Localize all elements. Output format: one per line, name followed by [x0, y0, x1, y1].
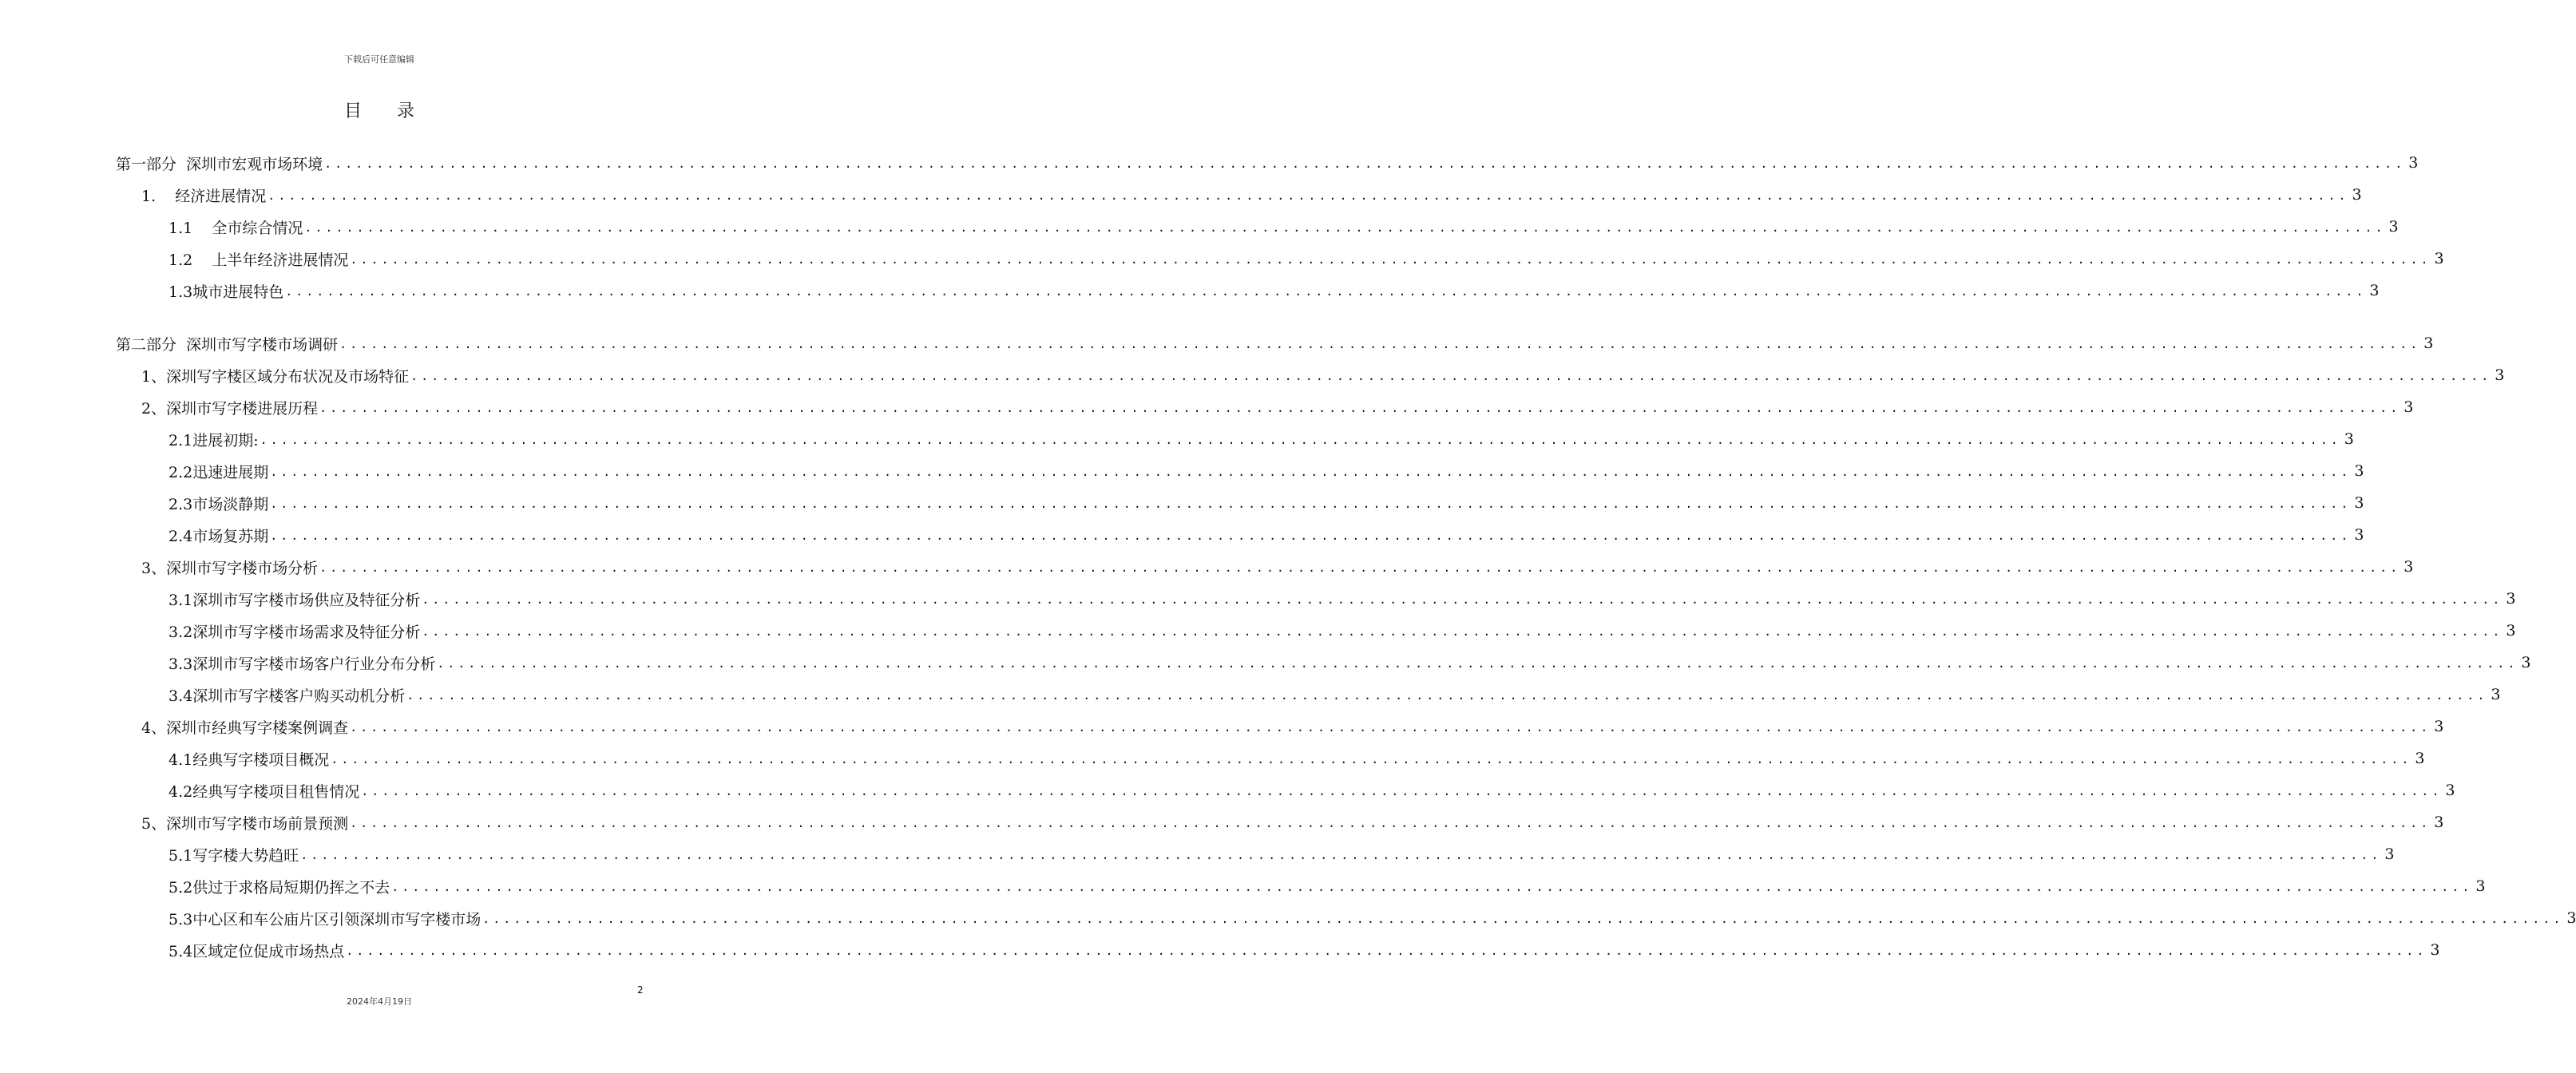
toc-entry[interactable] — [116, 934, 2440, 966]
toc-entry-label: 2.1进展初期: — [168, 429, 260, 450]
toc-entry[interactable] — [116, 679, 2501, 711]
page-footer-date: 2024年4月19日 — [347, 996, 412, 1007]
toc-entry-page: 3 — [2354, 526, 2364, 544]
toc-dot-leader: ........................................................................................................................................................................................................ — [346, 944, 2427, 958]
toc-entry-page: 3 — [2423, 335, 2434, 352]
toc-entry-page: 3 — [2430, 941, 2440, 959]
toc-entry-label: 4.1经典写字楼项目概况 — [168, 748, 331, 770]
toc-entry[interactable] — [116, 870, 2486, 902]
toc-entry[interactable] — [116, 487, 2364, 519]
toc-dot-leader: ........................................................................................................................................................................................................ — [361, 784, 2443, 798]
toc-dot-leader: ........................................................................................................................................................................................................ — [319, 560, 2401, 575]
toc-entry[interactable] — [116, 179, 2362, 211]
toc-entry-label: 3.3深圳市写字楼市场客户行业分布分析 — [168, 652, 437, 674]
toc-entry-page: 3 — [2521, 654, 2531, 671]
toc-entry[interactable] — [116, 742, 2425, 774]
toc-entry-label: 5.1写字楼大势趋旺 — [168, 844, 300, 865]
toc-entry-page: 3 — [2352, 186, 2362, 204]
toc-entry-page: 3 — [2445, 782, 2455, 799]
toc-entry-label: 1.3城市进展特色 — [168, 280, 285, 302]
toc-entry-label: 3.4深圳市写字楼客户购买动机分析 — [168, 684, 406, 706]
toc-entry-label: 5、深圳市写字楼市场前景预测 — [141, 812, 350, 833]
toc-entry-label: 2.4市场复苏期 — [168, 525, 270, 546]
toc-dot-leader: ........................................................................................................................................................................................................ — [285, 284, 2367, 299]
toc-dot-leader: ........................................................................................................................................................................................................ — [331, 752, 2412, 766]
toc-dot-leader: ........................................................................................................................................................................................................ — [300, 848, 2382, 862]
toc-dot-leader: ........................................................................................................................................................................................................ — [422, 592, 2503, 607]
toc-entry-page: 3 — [2369, 282, 2380, 299]
toc-entry-label: 第二部分 深圳市写字楼市场调研 — [116, 333, 339, 354]
toc-entry-page: 3 — [2344, 430, 2354, 448]
toc-entry-label: 3、深圳市写字楼市场分析 — [141, 556, 319, 578]
toc-dot-leader: ........................................................................................................................................................................................................ — [350, 252, 2431, 267]
toc-entry-label: 1. 经济进展情况 — [141, 184, 268, 206]
toc-entry-page: 3 — [2388, 218, 2399, 236]
toc-entry-label: 第一部分 深圳市宏观市场环境 — [116, 152, 324, 174]
toc-dot-leader: ........................................................................................................................................................................................................ — [350, 720, 2431, 734]
toc-entry-label: 4.2经典写字楼项目租售情况 — [168, 780, 361, 802]
page-header: 下载后可任意编辑 — [344, 54, 414, 65]
toc-entry[interactable] — [116, 275, 2380, 307]
toc-entry-page: 3 — [2354, 462, 2364, 480]
toc-entry[interactable] — [116, 711, 2444, 742]
toc-entry[interactable] — [116, 147, 2419, 179]
toc-entry-page: 3 — [2566, 909, 2576, 927]
toc-entry-page: 3 — [2434, 814, 2444, 831]
toc-dot-leader: ........................................................................................................................................................................................................ — [268, 188, 2349, 203]
table-of-contents — [116, 147, 2576, 966]
toc-dot-leader: ........................................................................................................................................................................................................ — [324, 156, 2406, 171]
toc-entry-page: 3 — [2384, 845, 2395, 863]
toc-entry[interactable] — [116, 327, 2434, 359]
toc-dot-leader: ........................................................................................................................................................................................................ — [350, 816, 2431, 830]
toc-entry-label: 2.3市场淡静期 — [168, 493, 270, 514]
toc-entry-page: 3 — [2495, 366, 2505, 384]
toc-entry[interactable] — [116, 551, 2414, 583]
toc-dot-leader: ........................................................................................................................................................................................................ — [270, 465, 2352, 479]
toc-entry-label: 1、深圳写字楼区域分布状况及市场特征 — [141, 365, 410, 386]
toc-entry[interactable] — [116, 647, 2531, 679]
toc-entry-page: 3 — [2408, 154, 2419, 172]
toc-entry-page: 3 — [2404, 558, 2414, 576]
toc-entry-page: 3 — [2415, 750, 2425, 767]
toc-entry-page: 3 — [2506, 622, 2516, 639]
toc-dot-leader: ........................................................................................................................................................................................................ — [339, 337, 2421, 351]
page-title: 目录 — [343, 101, 450, 121]
toc-dot-leader: ........................................................................................................................................................................................................ — [304, 220, 2386, 235]
toc-entry-page: 3 — [2506, 590, 2516, 608]
toc-entry[interactable] — [116, 615, 2516, 647]
toc-entry-page: 3 — [2434, 250, 2444, 267]
toc-entry[interactable] — [116, 359, 2505, 391]
toc-entry-label: 1.1 全市综合情况 — [168, 216, 304, 238]
toc-dot-leader: ........................................................................................................................................................................................................ — [270, 497, 2352, 511]
toc-entry[interactable] — [116, 519, 2364, 551]
toc-entry-page: 3 — [2354, 494, 2364, 512]
toc-dot-leader: ........................................................................................................................................................................................................ — [260, 433, 2341, 447]
toc-entry[interactable] — [116, 774, 2455, 806]
toc-gap — [116, 307, 647, 327]
toc-entry[interactable] — [116, 806, 2444, 838]
toc-entry[interactable] — [116, 243, 2444, 275]
toc-entry[interactable] — [116, 391, 2414, 423]
toc-entry-label: 3.1深圳市写字楼市场供应及特征分析 — [168, 588, 422, 610]
toc-entry-label: 5.4区域定位促成市场热点 — [168, 940, 346, 961]
toc-entry-label: 1.2 上半年经济进展情况 — [168, 248, 350, 270]
toc-entry-page: 3 — [2404, 398, 2414, 416]
toc-dot-leader: ........................................................................................................................................................................................................ — [482, 912, 2564, 926]
toc-entry[interactable] — [116, 583, 2516, 615]
toc-entry-label: 2.2迅速进展期 — [168, 461, 270, 482]
toc-entry-page: 3 — [2434, 718, 2444, 735]
toc-entry-page: 3 — [2475, 877, 2486, 895]
toc-entry-label: 3.2深圳市写字楼市场需求及特征分析 — [168, 620, 422, 642]
toc-dot-leader: ........................................................................................................................................................................................................ — [270, 529, 2352, 543]
toc-dot-leader: ........................................................................................................................................................................................................ — [319, 401, 2401, 415]
toc-entry[interactable] — [116, 902, 2576, 934]
toc-dot-leader: ........................................................................................................................................................................................................ — [410, 369, 2492, 383]
toc-entry[interactable] — [116, 455, 2364, 487]
toc-entry[interactable] — [116, 423, 2354, 455]
toc-entry-page: 3 — [2491, 686, 2501, 703]
toc-dot-leader: ........................................................................................................................................................................................................ — [437, 656, 2519, 671]
page-number: 2 — [637, 984, 644, 996]
toc-entry[interactable] — [116, 838, 2395, 870]
toc-entry-label: 4、深圳市经典写字楼案例调查 — [141, 716, 350, 738]
toc-entry[interactable] — [116, 211, 2399, 243]
toc-dot-leader: ........................................................................................................................................................................................................ — [406, 688, 2488, 703]
toc-entry-label: 5.3中心区和车公庙片区引领深圳市写字楼市场 — [168, 908, 482, 929]
toc-entry-label: 2、深圳市写字楼进展历程 — [141, 397, 319, 418]
toc-entry-label: 5.2供过于求格局短期仍挥之不去 — [168, 876, 391, 897]
toc-dot-leader: ........................................................................................................................................................................................................ — [422, 624, 2503, 639]
toc-dot-leader: ........................................................................................................................................................................................................ — [391, 880, 2473, 894]
